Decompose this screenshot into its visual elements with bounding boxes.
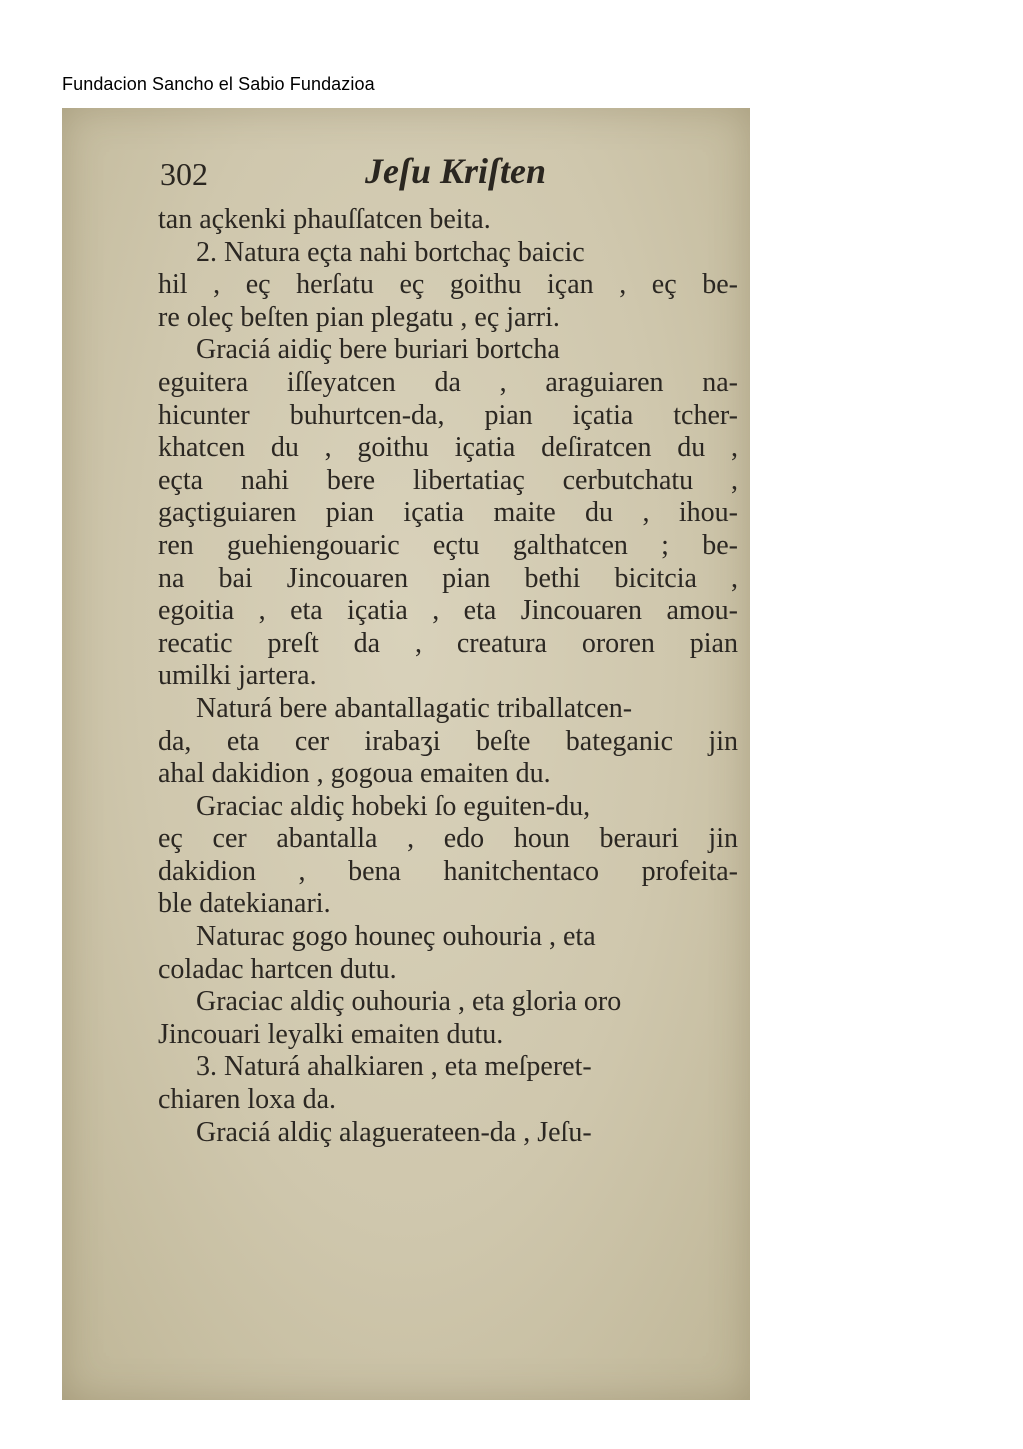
running-head — [160, 148, 720, 196]
text-line: coladac hartcen dutu. — [158, 953, 397, 985]
text-line: hicunter buhurtcen-da, pian içatia tcher- — [158, 399, 738, 431]
text-line: eçta nahi bere libertatiaç cerbutchatu , — [158, 464, 738, 496]
text-line: umilki jartera. — [158, 660, 317, 692]
text-line: Graciac aldiç hobeki ſo eguiten-du, — [196, 790, 591, 822]
text-line: re oleç beſten pian plegatu , eç jarri. — [158, 301, 560, 333]
text-line: Graciac aldiç ouhouria , eta gloria oro — [196, 986, 622, 1018]
text-line: hil , eç herſatu eç goithu içan , eç be- — [158, 269, 738, 301]
text-line: recatic preſt da , creatura ororen pian — [158, 627, 738, 659]
text-line: 3. Naturá ahalkiaren , eta meſperet- — [196, 1051, 592, 1083]
text-line: eç cer abantalla , edo houn berauri jin — [158, 823, 738, 855]
text-line: Graciá aldiç alaguerateen-da , Jeſu- — [196, 1116, 592, 1148]
text-line: egoitia , eta içatia , eta Jincouaren amou- — [158, 595, 738, 627]
text-line: Graciá aidiç bere buriari bortcha — [196, 334, 560, 366]
text-line: na bai Jincouaren pian bethi bicitcia , — [158, 562, 738, 594]
text-line: tan açkenki phauſſatcen beita. — [158, 204, 491, 235]
text-line: da, eta cer irabaʒi beſte bateganic jin — [158, 725, 738, 757]
text-line: dakidion , bena hanitchentaco profeita- — [158, 855, 738, 887]
text-line: Naturac gogo houneç ouhouria , eta — [196, 921, 596, 953]
running-title: Jeſu Kriſten — [365, 151, 547, 191]
text-line: 2. Natura eçta nahi bortchaç baicic — [196, 236, 585, 268]
text-line: eguitera iſſeyatcen da , araguiaren na- — [158, 366, 738, 398]
text-line: Jincouari leyalki emaiten dutu. — [158, 1018, 504, 1050]
text-line: ble datekianari. — [158, 888, 331, 920]
text-line: gaçtiguiaren pian içatia maite du , ihou- — [158, 497, 738, 529]
scanned-page — [62, 108, 750, 1400]
text-line: Naturá bere abantallagatic triballatcen- — [196, 692, 633, 724]
page-number: 302 — [160, 156, 208, 192]
body-text — [158, 204, 738, 1149]
text-line: ren guehiengouaric eçtu galthatcen ; be- — [158, 529, 738, 561]
text-line: chiaren loxa da. — [158, 1084, 337, 1116]
text-line: khatcen du , goithu içatia deſiratcen du , — [158, 432, 738, 464]
text-line: ahal dakidion , gogoua emaiten du. — [158, 758, 551, 790]
source-header: Fundacion Sancho el Sabio Fundazioa — [62, 74, 375, 94]
